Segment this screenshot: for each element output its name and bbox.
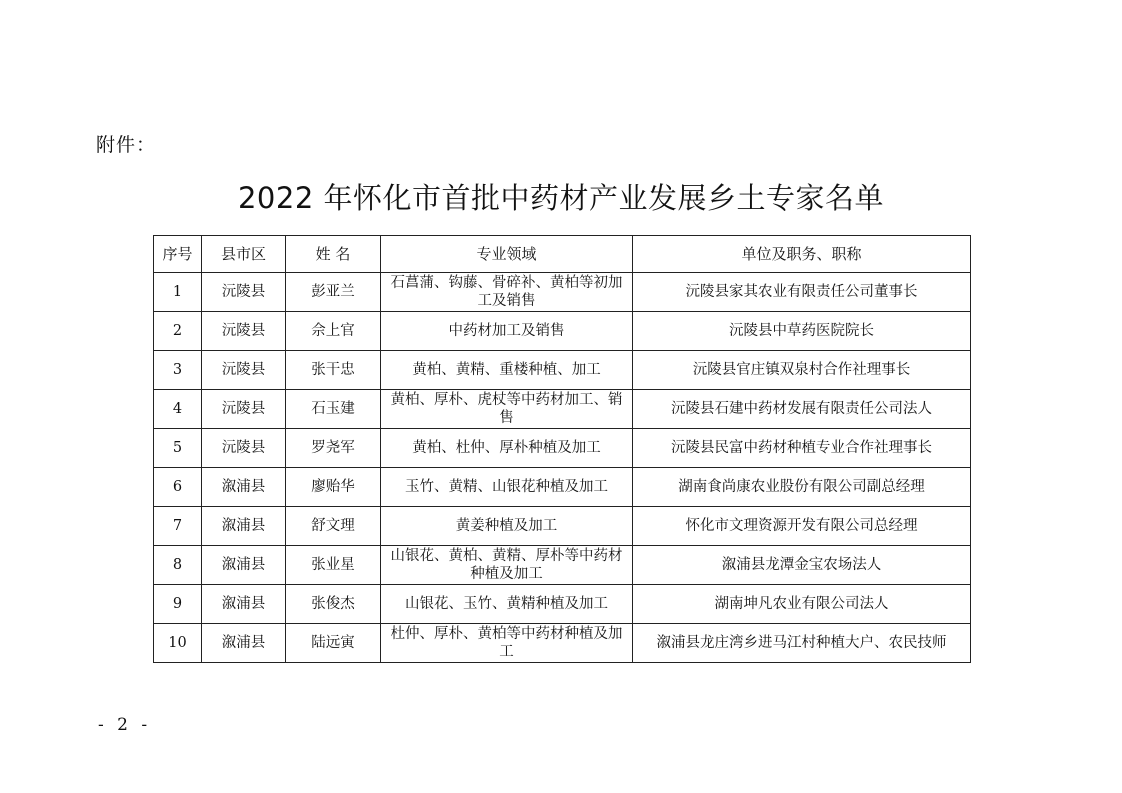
cell-index: 4	[154, 390, 202, 429]
cell-name: 石玉建	[286, 390, 381, 429]
cell-unit: 沅陵县家其农业有限责任公司董事长	[633, 273, 971, 312]
cell-field: 杜仲、厚朴、黄柏等中药材种植及加工	[381, 624, 633, 663]
cell-name: 罗尧军	[286, 429, 381, 468]
header-row	[154, 236, 971, 273]
cell-field: 黄柏、黄精、重楼种植、加工	[381, 351, 633, 390]
table-header	[154, 236, 971, 273]
cell-county: 沅陵县	[202, 312, 286, 351]
header-index: 序号	[154, 236, 202, 273]
table-row	[154, 390, 971, 429]
cell-unit: 溆浦县龙庄湾乡进马江村种植大户、农民技师	[633, 624, 971, 663]
cell-name: 舒文理	[286, 507, 381, 546]
cell-name: 张干忠	[286, 351, 381, 390]
cell-field: 山银花、玉竹、黄精种植及加工	[381, 585, 633, 624]
cell-unit: 沅陵县民富中药材种植专业合作社理事长	[633, 429, 971, 468]
table-row	[154, 429, 971, 468]
table-row	[154, 546, 971, 585]
cell-unit: 湖南坤凡农业有限公司法人	[633, 585, 971, 624]
cell-field: 黄柏、厚朴、虎杖等中药材加工、销售	[381, 390, 633, 429]
table-row	[154, 585, 971, 624]
document-title: 2022 年怀化市首批中药材产业发展乡土专家名单	[237, 181, 885, 215]
cell-county: 溆浦县	[202, 585, 286, 624]
table-body	[154, 273, 971, 663]
table-row	[154, 468, 971, 507]
cell-field: 黄姜种植及加工	[381, 507, 633, 546]
cell-name: 廖贻华	[286, 468, 381, 507]
cell-field: 山银花、黄柏、黄精、厚朴等中药材种植及加工	[381, 546, 633, 585]
header-field: 专业领域	[381, 236, 633, 273]
cell-index: 5	[154, 429, 202, 468]
cell-county: 溆浦县	[202, 468, 286, 507]
cell-name: 佘上官	[286, 312, 381, 351]
cell-index: 10	[154, 624, 202, 663]
cell-name: 彭亚兰	[286, 273, 381, 312]
cell-county: 溆浦县	[202, 507, 286, 546]
cell-index: 6	[154, 468, 202, 507]
table-row	[154, 507, 971, 546]
cell-index: 3	[154, 351, 202, 390]
cell-field: 石菖蒲、钩藤、骨碎补、黄柏等初加工及销售	[381, 273, 633, 312]
cell-unit: 怀化市文理资源开发有限公司总经理	[633, 507, 971, 546]
page-number: - 2 -	[98, 715, 152, 735]
table-row	[154, 351, 971, 390]
cell-field: 黄柏、杜仲、厚朴种植及加工	[381, 429, 633, 468]
cell-field: 玉竹、黄精、山银花种植及加工	[381, 468, 633, 507]
cell-index: 2	[154, 312, 202, 351]
table-row	[154, 273, 971, 312]
cell-county: 溆浦县	[202, 546, 286, 585]
cell-county: 沅陵县	[202, 390, 286, 429]
cell-name: 张业星	[286, 546, 381, 585]
cell-index: 8	[154, 546, 202, 585]
cell-index: 1	[154, 273, 202, 312]
cell-name: 陆远寅	[286, 624, 381, 663]
cell-unit: 溆浦县龙潭金宝农场法人	[633, 546, 971, 585]
cell-county: 沅陵县	[202, 351, 286, 390]
cell-name: 张俊杰	[286, 585, 381, 624]
cell-county: 沅陵县	[202, 273, 286, 312]
table-row	[154, 312, 971, 351]
cell-county: 溆浦县	[202, 624, 286, 663]
expert-roster-table	[153, 235, 971, 663]
cell-unit: 沅陵县官庄镇双泉村合作社理事长	[633, 351, 971, 390]
header-name: 姓 名	[286, 236, 381, 273]
cell-unit: 沅陵县石建中药材发展有限责任公司法人	[633, 390, 971, 429]
attachment-label: 附件：	[96, 134, 157, 156]
cell-index: 9	[154, 585, 202, 624]
cell-field: 中药材加工及销售	[381, 312, 633, 351]
cell-county: 沅陵县	[202, 429, 286, 468]
table-row	[154, 624, 971, 663]
cell-index: 7	[154, 507, 202, 546]
header-unit: 单位及职务、职称	[633, 236, 971, 273]
cell-unit: 沅陵县中草药医院院长	[633, 312, 971, 351]
header-county: 县市区	[202, 236, 286, 273]
cell-unit: 湖南食尚康农业股份有限公司副总经理	[633, 468, 971, 507]
